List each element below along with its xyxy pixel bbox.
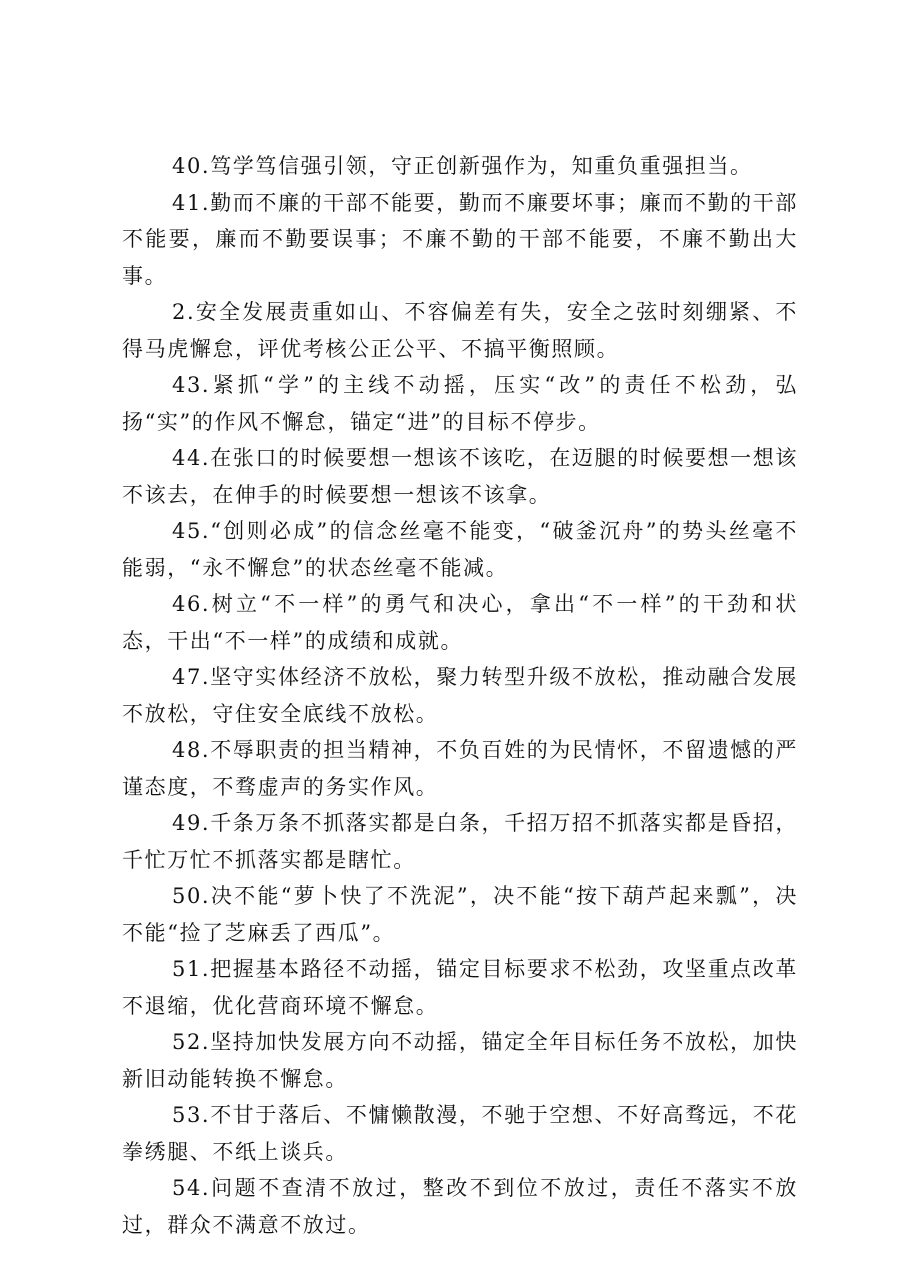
paragraph-54: 54.问题不查清不放过，整改不到位不放过，责任不落实不放过，群众不满意不放过。: [122, 1176, 798, 1237]
paragraph-43: 43.紧抓“学”的主线不动摇，压实“改”的责任不松劲，弘扬“实”的作风不懈怠，锚定“进”的目标不停步。: [122, 373, 798, 434]
paragraph-2: 2.安全发展责重如山、不容偏差有失，安全之弦时刻绷紧、不得马虎懈怠，评优考核公正公平、不搞平衡照顾。: [122, 300, 798, 361]
paragraph-50: 50.决不能“萝卜快了不洗泥”，决不能“按下葫芦起来瓢”，决不能“捡了芝麻丢了西瓜”。: [122, 884, 798, 945]
paragraph-45: 45.“创则必成”的信念丝毫不能变，“破釜沉舟”的势头丝毫不能弱，“永不懈怠”的状态丝毫不能减。: [122, 519, 798, 580]
paragraph-44: 44.在张口的时候要想一想该不该吃，在迈腿的时候要想一想该不该去，在伸手的时候要想一想该不该拿。: [122, 446, 798, 507]
paragraph-52: 52.坚持加快发展方向不动摇，锚定全年目标任务不放松，加快新旧动能转换不懈怠。: [122, 1030, 798, 1091]
paragraph-48: 48.不辱职责的担当精神，不负百姓的为民情怀，不留遗憾的严谨态度，不骛虚声的务实作风。: [122, 738, 798, 799]
paragraph-41: 41.勤而不廉的干部不能要，勤而不廉要坏事；廉而不勤的干部不能要，廉而不勤要误事；不廉不勤的干部不能要，不廉不勤出大事。: [122, 190, 798, 288]
paragraph-53: 53.不甘于落后、不慵懒散漫，不驰于空想、不好高骛远，不花拳绣腿、不纸上谈兵。: [122, 1103, 798, 1164]
paragraph-49: 49.千条万条不抓落实都是白条，千招万招不抓落实都是昏招，千忙万忙不抓落实都是瞎忙。: [122, 811, 798, 872]
document-body: [122, 148, 798, 1243]
paragraph-47: 47.坚守实体经济不放松，聚力转型升级不放松，推动融合发展不放松，守住安全底线不放松。: [122, 665, 798, 726]
paragraph-46: 46.树立“不一样”的勇气和决心，拿出“不一样”的干劲和状态，干出“不一样”的成绩和成就。: [122, 592, 798, 653]
paragraph-51: 51.把握基本路径不动摇，锚定目标要求不松劲，攻坚重点改革不退缩，优化营商环境不懈怠。: [122, 957, 798, 1018]
paragraph-40: 40.笃学笃信强引领，守正创新强作为，知重负重强担当。: [172, 154, 753, 178]
